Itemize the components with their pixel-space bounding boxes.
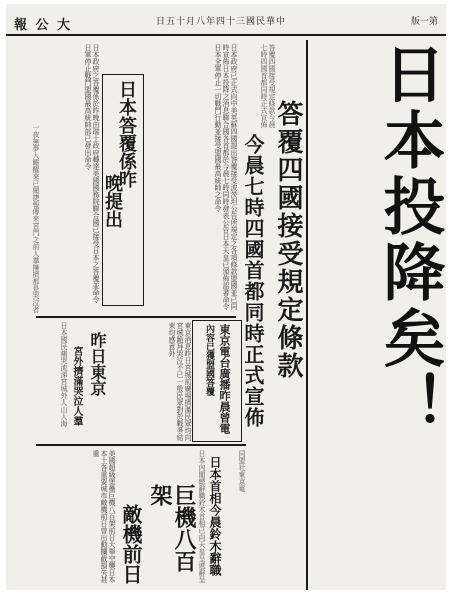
body-text-tokyo: 東京消息昨日宮城前廣場擠滿民眾均向宮城跪拜哭泣不已一般民眾對於戰爭結束均感意外 xyxy=(168,322,192,441)
masthead-rule xyxy=(6,34,446,36)
body-text-block-upper: 日本政府已正式向中美英蘇四國提出答覆接受波茨坦公告所規定之各項條款盟國並已同時宣佈日本投降之消息聯合國各首都於今晨七時同時發表公告日本天皇已頒佈詔書命令日本全軍停止一切戰鬥行動並接受盟國最高統帥之命令 xyxy=(214,44,238,310)
page-mark: 版一第 xyxy=(410,17,438,27)
body-text-block-left: 日本政府之答覆係於昨晚由瑞士政府轉達美國國務院聯合國已接受日本之答覆並命令日軍停止戰鬥盟國最高統帥部已發出命令 xyxy=(84,44,100,303)
story-bottom-mid-title: 日本首相今晨鈴木辭職 xyxy=(208,456,222,576)
story-box-middle xyxy=(192,320,242,442)
story-bottom-title-2: 敵機前日 xyxy=(119,504,143,584)
story-left-title-1: 日本答覆係昨 xyxy=(116,80,137,188)
body-text-bottom-mid: 日本內閣總辭職鈴木首相已向天皇呈遞辭呈 xyxy=(198,450,206,583)
masthead xyxy=(6,10,446,32)
body-text-block-edge: 一夜無夢入睡醒來已聞捷報傳來宮門之前人羣擁擠都是哭泣者 xyxy=(32,124,40,313)
body-text-bottom-mid-2: 同盟社東京電 xyxy=(238,450,246,492)
story-bottom-title-1: 巨機八百架 xyxy=(147,484,197,572)
bottom-section-rule xyxy=(36,444,246,446)
story-tokyo-sub: 宮外擠滿哭泣人羣 xyxy=(71,346,82,426)
main-headline: 日本投降矣！ xyxy=(373,42,446,438)
story-middle-sub: 內容已獲盟國答覆 xyxy=(204,324,214,396)
body-text-tokyo-2: 日本國民痛哭流涕宮城外人山人海 xyxy=(60,322,68,427)
date-line: 日五十月八年四十三國民華中 xyxy=(156,17,287,27)
story-middle-title: 東京電台廣播昨晨曾電 xyxy=(218,324,231,434)
subheadline-1: 答覆四國接受規定條款 xyxy=(273,100,303,380)
column-rule xyxy=(306,40,308,590)
section-rule xyxy=(36,316,236,318)
story-tokyo-title: 昨日東京 xyxy=(88,332,107,396)
story-left-title-2: 晚提出 xyxy=(102,174,123,228)
body-text-bottom-left: 美國超級堡壘巨機八百架前日大舉空襲日本本土各重要城市敵機前日曾出動攔截損失甚重 xyxy=(92,450,116,583)
body-text-column: 答覆四國接受規定條款今晨七時四國首都同時正式宣佈 xyxy=(260,44,276,128)
paper-name: 報 公 大 xyxy=(14,18,73,33)
subheadline-2: 今晨七時四國首都同時正式宣佈 xyxy=(241,134,265,428)
newspaper-page xyxy=(6,4,446,590)
